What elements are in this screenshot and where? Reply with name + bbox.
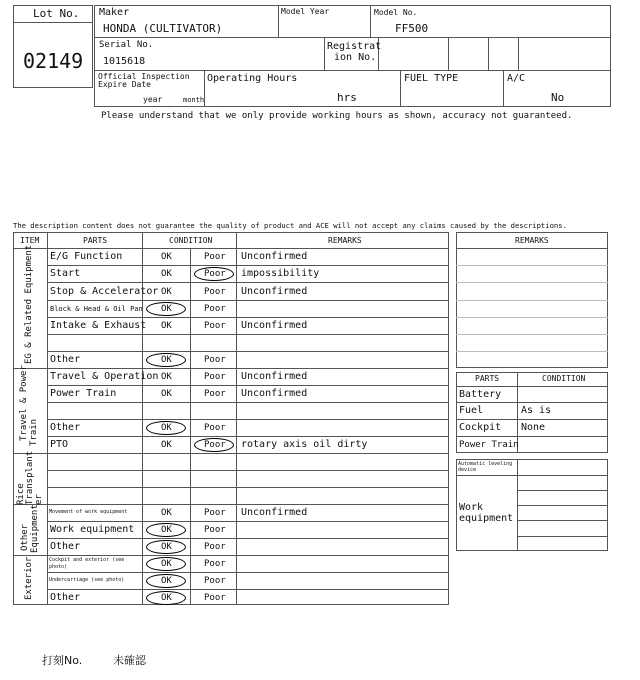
model-year-label: Model Year: [281, 7, 330, 16]
right-parts-row-condition: As is: [521, 405, 552, 416]
right-remarks-line: [456, 317, 608, 318]
right-remarks-line: [456, 265, 608, 266]
group-label-travel-2: Train: [29, 418, 39, 446]
right-auto-line: [517, 536, 608, 537]
row-part: PTO: [50, 439, 69, 450]
row-remarks: Unconfirmed: [241, 286, 308, 297]
right-auto-work-2: equipment: [459, 513, 514, 524]
row-poor: Poor: [204, 355, 226, 365]
header-col-line: [448, 37, 449, 71]
row-poor: Poor: [204, 287, 226, 297]
row-remarks: Unconfirmed: [241, 320, 308, 331]
row-line: [47, 300, 449, 301]
row-ok: OK: [161, 508, 172, 518]
row-part: Block & Head & Oil Pan: [50, 305, 143, 313]
lot-label: Lot No.: [33, 7, 80, 20]
right-auto-line: [517, 490, 608, 491]
disclaimer: The description content does not guarantee the quality of product and ACE will not accept any claims caused by the descriptions.: [13, 221, 567, 230]
header-remarks: REMARKS: [328, 236, 362, 245]
row-ok: OK: [161, 321, 172, 331]
right-auto-line: [456, 475, 608, 476]
group-line: [13, 504, 449, 505]
row-line: [47, 470, 449, 471]
row-poor: Poor: [204, 593, 226, 603]
right-auto-work-1: Work: [459, 502, 484, 513]
group-label-other-2: Equipment: [30, 504, 40, 553]
row-poor: Poor: [204, 542, 226, 552]
fuel-type-label: FUEL TYPE: [404, 73, 459, 84]
header-col-line: [503, 70, 504, 107]
row-ok: OK: [161, 440, 172, 450]
header-col-line: [324, 37, 325, 71]
right-parts-row-part: Cockpit: [459, 422, 502, 433]
row-poor: Poor: [204, 576, 226, 586]
stamp-label: 打刻No.: [42, 654, 83, 667]
header-col-line: [518, 37, 519, 71]
right-parts-row-part: Power Train: [459, 440, 519, 450]
header-col-line: [204, 70, 205, 107]
group-line: [13, 453, 449, 454]
row-ok: OK: [161, 252, 172, 262]
model-no-value: FF500: [395, 22, 429, 35]
row-poor: Poor: [204, 304, 226, 314]
row-line: [47, 334, 449, 335]
row-part: E/G Function: [50, 251, 123, 262]
ac-value: No: [551, 91, 565, 104]
row-part: Undercarriage (see photo): [49, 577, 125, 583]
right-remarks-line: [456, 351, 608, 352]
row-poor: Poor: [204, 508, 226, 518]
row-part: Intake & Exhaust: [50, 320, 147, 331]
row-poor: Poor: [204, 389, 226, 399]
hrs-label: hrs: [337, 91, 357, 104]
row-ok: OK: [161, 389, 172, 399]
row-poor: Poor: [204, 440, 226, 450]
row-ok: OK: [161, 372, 172, 382]
header-col-line: [488, 37, 489, 71]
row-ok: OK: [161, 287, 172, 297]
row-remarks: Unconfirmed: [241, 251, 308, 262]
row-ok: OK: [161, 269, 172, 279]
right-parts-row-condition: None: [521, 422, 546, 433]
right-remarks-line: [456, 300, 608, 301]
row-line: [47, 282, 449, 283]
right-parts-row-part: Fuel: [459, 405, 484, 416]
col-ok-line: [190, 249, 191, 605]
right-parts-header-condition: CONDITION: [542, 374, 586, 383]
row-part: Other: [50, 354, 81, 365]
row-poor: Poor: [204, 321, 226, 331]
row-line: [47, 572, 449, 573]
serial-label: Serial No.: [99, 40, 154, 50]
header-item: ITEM: [20, 236, 40, 245]
right-parts-line: [456, 419, 608, 420]
row-line: [47, 317, 449, 318]
right-remarks-line: [456, 282, 608, 283]
header-row-line-2: [94, 70, 611, 71]
row-part: Power Train: [50, 388, 117, 399]
serial-value: 1015618: [103, 56, 146, 67]
right-parts-row-part: Battery: [459, 389, 502, 400]
row-ok: OK: [161, 355, 172, 365]
row-line: [47, 419, 449, 420]
right-auto-line: [517, 505, 608, 506]
group-label-travel-1: Travel & Power: [19, 365, 29, 441]
lot-number: 02149: [23, 49, 84, 73]
row-part: Stop & Accelerator: [50, 286, 159, 297]
right-remarks-header: REMARKS: [515, 236, 549, 245]
inspection-label-1: Official Inspection: [98, 72, 190, 81]
row-ok: OK: [161, 542, 172, 552]
row-poor: Poor: [204, 372, 226, 382]
stamp-value: 未確認: [113, 654, 146, 667]
group-line: [13, 368, 449, 369]
year-label: year: [143, 95, 163, 104]
main-header-line: [13, 248, 449, 249]
row-remarks: Unconfirmed: [241, 371, 308, 382]
row-part: Other: [50, 592, 81, 603]
right-remarks-line: [456, 248, 608, 249]
group-label-rice-2: Transplant: [25, 450, 35, 505]
row-poor: Poor: [204, 423, 226, 433]
maker-value: HONDA (CULTIVATOR): [103, 22, 223, 35]
header-condition: CONDITION: [169, 236, 213, 245]
row-line: [47, 521, 449, 522]
group-label-rice-3: er: [34, 494, 44, 505]
operating-hours-label: Operating Hours: [207, 73, 298, 84]
group-label-exterior: Exterior: [24, 556, 34, 600]
registration-label-1: Registrat: [327, 41, 382, 52]
row-part: Other: [50, 422, 81, 433]
row-line: [47, 487, 449, 488]
header-col-line: [370, 5, 371, 38]
row-part: Travel & Operation: [50, 371, 159, 382]
row-line: [47, 436, 449, 437]
row-ok: OK: [161, 576, 172, 586]
row-line: [47, 589, 449, 590]
header-note: Please understand that we only provide working hours as shown, accuracy not guaranteed.: [101, 111, 573, 121]
header-col-line: [400, 70, 401, 107]
header-parts: PARTS: [83, 236, 108, 245]
header-col-line: [278, 5, 279, 38]
row-remarks: Unconfirmed: [241, 507, 308, 518]
group-line: [13, 555, 449, 556]
header-row-line-1: [94, 37, 611, 38]
month-label: month: [183, 96, 205, 104]
row-part: Movement of work equipment: [49, 509, 128, 515]
inspection-label-2: Expire Date: [98, 80, 151, 89]
right-parts-header-parts: PARTS: [475, 374, 500, 383]
registration-label-2: ion No.: [334, 52, 377, 63]
row-remarks: rotary axis oil dirty: [241, 439, 368, 450]
row-ok: OK: [161, 423, 172, 433]
row-line: [47, 351, 449, 352]
model-no-label: Model No.: [374, 8, 418, 17]
right-parts-line: [456, 386, 608, 387]
row-part: photo): [49, 564, 68, 570]
ac-label: A/C: [507, 73, 526, 84]
row-poor: Poor: [204, 269, 226, 279]
row-remarks: impossibility: [241, 268, 320, 279]
row-poor: Poor: [204, 525, 226, 535]
right-auto-label-2: device: [458, 467, 477, 473]
row-line: [47, 538, 449, 539]
right-auto-line: [517, 520, 608, 521]
group-label-other-1: Other: [20, 523, 30, 551]
row-remarks: Unconfirmed: [241, 388, 308, 399]
row-poor: Poor: [204, 252, 226, 262]
right-parts-line: [456, 436, 608, 437]
row-line: [47, 385, 449, 386]
row-part: Work equipment: [50, 524, 135, 535]
row-ok: OK: [161, 304, 172, 314]
row-line: [47, 402, 449, 403]
right-remarks-line: [456, 334, 608, 335]
row-part: Other: [50, 541, 81, 552]
row-ok: OK: [161, 559, 172, 569]
maker-label: Maker: [99, 7, 130, 18]
right-auto-label-1: Automatic leveling: [458, 461, 513, 467]
row-part: Start: [50, 268, 81, 279]
row-line: [47, 265, 449, 266]
row-ok: OK: [161, 593, 172, 603]
row-poor: Poor: [204, 559, 226, 569]
row-ok: OK: [161, 525, 172, 535]
group-label-rice-1: Rice: [16, 483, 26, 505]
row-part: Cockpit and exterior (see: [49, 557, 125, 563]
right-parts-line: [456, 402, 608, 403]
group-label-eg: EG & Related Equipment: [24, 244, 34, 364]
